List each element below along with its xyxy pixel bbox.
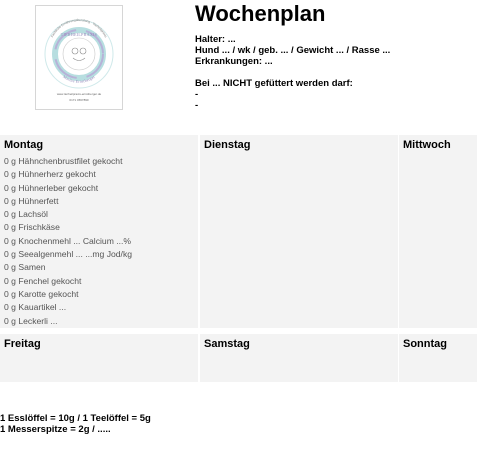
food-item: 0 g Knochenmehl ... Calcium ...% (4, 235, 132, 246)
not-fed-item: - (195, 100, 199, 111)
food-item: 0 g Fenchel gekocht (4, 275, 82, 286)
dog-info (195, 34, 390, 111)
day-heading-mittwoch: Mittwoch (403, 139, 451, 151)
logo-name-bottom: Marina Ernstberger (62, 74, 96, 84)
erkrankungen-line: Erkrankungen: ... (195, 56, 273, 67)
day-column-freitag (0, 334, 198, 382)
hund-line: Hund ... / wk / geb. ... / Gewicht ... / Rasse ... (195, 45, 391, 56)
food-item: 0 g Hühnerfett (4, 195, 59, 206)
food-item: 0 g Lachsöl (4, 209, 48, 220)
food-item: 0 g Hühnerherz gekocht (4, 169, 96, 180)
day-heading-montag: Montag (4, 139, 44, 151)
day-column-dienstag (200, 135, 398, 328)
page-title: Wochenplan (195, 1, 326, 26)
day-column-mittwoch (399, 135, 477, 328)
food-item: 0 g Hühnerleber gekocht (4, 182, 99, 193)
food-item: 0 g Samen (4, 262, 46, 273)
measure-note-1: 1 Esslöffel = 10g / 1 Teelöffel = 5g (0, 413, 151, 424)
praxis-logo (35, 5, 123, 110)
measure-notes (0, 413, 151, 435)
day-column-montag (0, 135, 198, 328)
logo-emblem-icon (36, 6, 122, 109)
food-item: 0 g Kauartikel ... (4, 302, 67, 313)
logo-website: www.tierheilpraxis-ernstberger.de (56, 92, 102, 96)
food-item: 0 g Seealgenmehl ... ...mg Jod/kg (4, 249, 133, 260)
day-heading-samstag: Samstag (204, 338, 250, 350)
logo-name-top: TIERHEILPRAXIS (60, 32, 98, 37)
food-item: 0 g Frischkäse (4, 222, 60, 233)
day-heading-freitag: Freitag (4, 338, 41, 350)
day-column-samstag (200, 334, 398, 382)
measure-note-2: 1 Messerspitze = 2g / ..... (0, 424, 111, 435)
food-item: 0 g Karotte gekocht (4, 288, 79, 299)
not-fed-heading: Bei ... NICHT gefüttert werden darf: (195, 78, 353, 89)
monday-food-list (0, 152, 198, 328)
day-column-sonntag (399, 334, 477, 382)
day-heading-dienstag: Dienstag (204, 139, 251, 151)
halter-line: Halter: ... (195, 34, 236, 45)
food-item: 0 g Leckerli ... (4, 315, 58, 326)
day-heading-sonntag: Sonntag (403, 338, 447, 350)
not-fed-item: - (195, 89, 199, 100)
food-item: 0 g Hähnchenbrustfilet gekocht (4, 156, 123, 166)
logo-arc-text: Fachliche Ernährungsberatung · Tierheilpraxis (50, 17, 108, 39)
logo-phone: 0171 4567890 (69, 98, 89, 102)
